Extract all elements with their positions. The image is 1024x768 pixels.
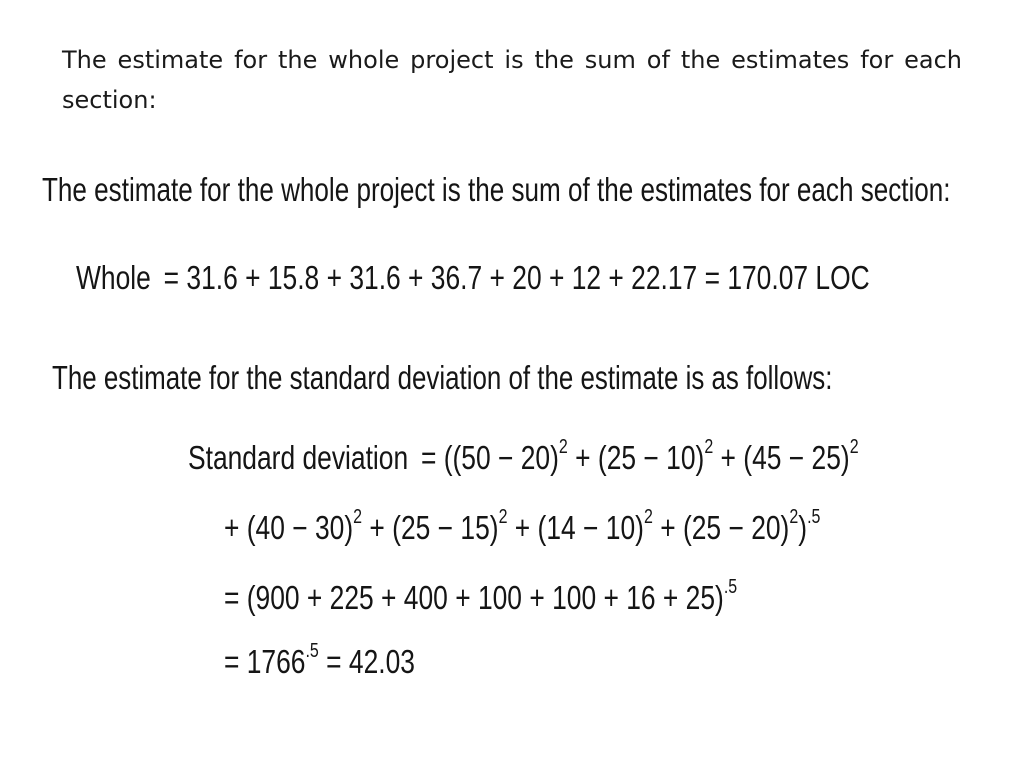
sd-equation-line-2 bbox=[224, 508, 820, 548]
exponent: 2 bbox=[558, 436, 568, 458]
sd-result: = 42.03 bbox=[326, 643, 415, 680]
sd-term: + (25 − 10) bbox=[575, 439, 705, 476]
sd-equation-line-4 bbox=[224, 642, 415, 682]
sd-term: + (45 − 25) bbox=[720, 439, 850, 476]
half-exponent: .5 bbox=[305, 640, 319, 662]
slide-intro-text: The estimate for the whole project is the sum of the estimates for each section: bbox=[62, 46, 962, 114]
sd-base: = 1766 bbox=[224, 643, 306, 680]
sd-label: Standard deviation bbox=[188, 439, 409, 476]
sd-term: + (25 − 15) bbox=[369, 509, 499, 546]
sd-term: + (25 − 20) bbox=[660, 509, 790, 546]
exponent: 2 bbox=[849, 436, 859, 458]
whole-equation bbox=[76, 258, 870, 298]
exponent: 2 bbox=[643, 506, 653, 528]
half-exponent: .5 bbox=[723, 576, 738, 598]
whole-sum: = 31.6 + 15.8 + 31.6 + 36.7 + 20 + 12 + 22.17 = 170.07 LOC bbox=[163, 259, 870, 296]
scanned-equation-image bbox=[40, 160, 990, 680]
exponent: 2 bbox=[789, 506, 799, 528]
sd-term: + (40 − 30) bbox=[224, 509, 354, 546]
sd-sum: = (900 + 225 + 400 + 100 + 100 + 16 + 25) bbox=[224, 579, 724, 616]
sd-equation-line-1 bbox=[188, 438, 859, 478]
whole-label: Whole bbox=[76, 259, 151, 296]
sd-term: = ((50 − 20) bbox=[420, 439, 559, 476]
exponent: 2 bbox=[498, 506, 508, 528]
exponent: 2 bbox=[353, 506, 363, 528]
exponent: 2 bbox=[704, 436, 714, 458]
sd-close-paren: ) bbox=[798, 509, 808, 546]
scan-heading-whole-estimate: The estimate for the whole project is the sum of the estimates for each section: bbox=[42, 171, 951, 208]
half-exponent: .5 bbox=[807, 506, 821, 528]
sd-term: + (14 − 10) bbox=[514, 509, 644, 546]
scan-heading-std-dev: The estimate for the standard deviation of the estimate is as follows: bbox=[52, 359, 833, 396]
sd-equation-line-3 bbox=[224, 578, 737, 618]
